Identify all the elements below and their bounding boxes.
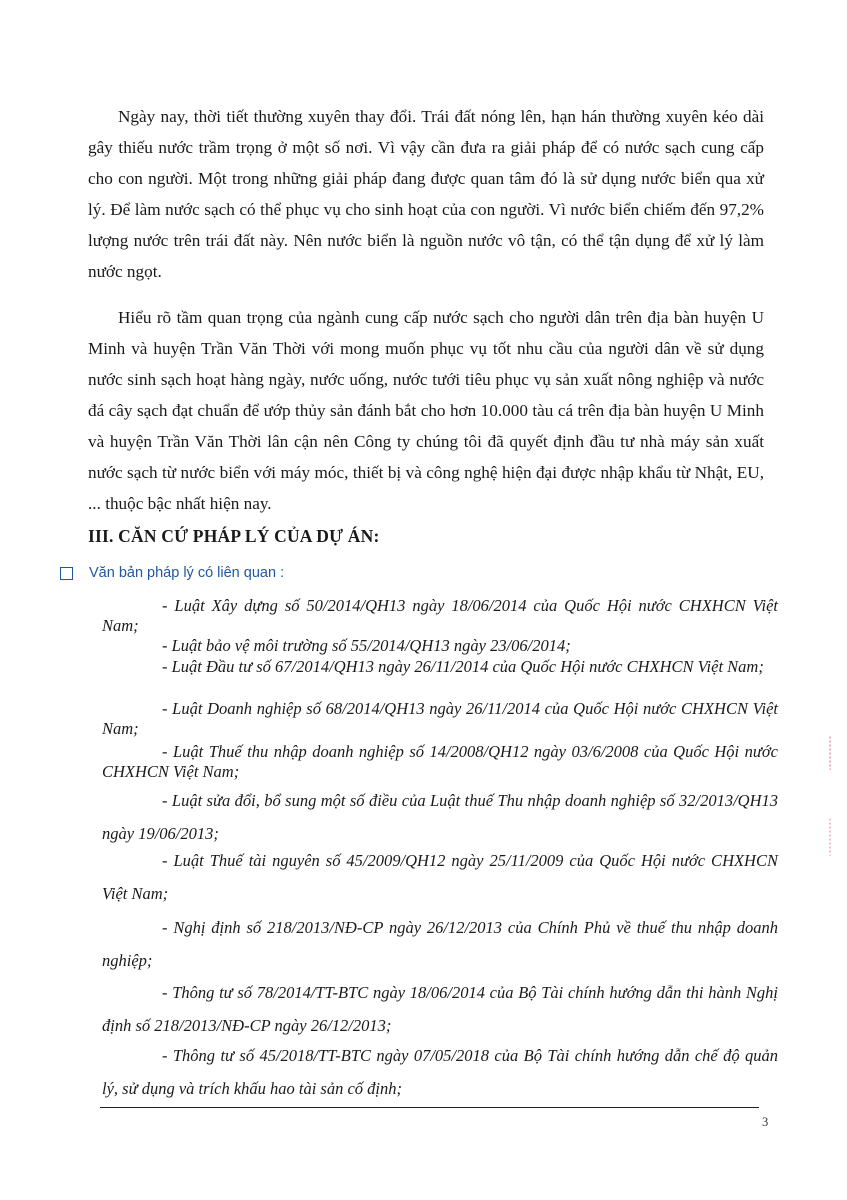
- stamp-edge-mark: [829, 818, 847, 856]
- intro-paragraph-2: Hiểu rõ tầm quan trọng của ngành cung cấp nước sạch cho người dân trên địa bàn huyện U Minh và huyện Trần Văn Thời với mong muốn phục vụ tốt nhu cầu của người dân về sử dụng nước sinh sạch hoạt hàng ngày, nước uống, nước tưới tiêu phục vụ sản xuất nông nghiệp và nước đá cây sạch đạt chuẩn để ướp thủy sản đánh bắt cho hơn 10.000 tàu cá trên địa bàn huyện U Minh và huyện Trần Văn Thời lân cận nên Công ty chúng tôi đã quyết định đầu tư nhà máy sản xuất nước sạch từ nước biển với máy móc, thiết bị và công nghệ hiện đại được nhập khẩu từ Nhật, EU, ... thuộc bậc nhất hiện nay.: [88, 308, 764, 513]
- stamp-edge-mark: [829, 736, 847, 770]
- legal-docs-label-row: [60, 565, 284, 581]
- law-item-circular-78: - Thông tư số 78/2014/TT-BTC ngày 18/06/2014 của Bộ Tài chính hướng dẫn thi hành Nghị định số 218/2013/NĐ-CP ngày 26/12/2013;: [102, 983, 778, 1035]
- law-item-decree-218: - Nghị định số 218/2013/NĐ-CP ngày 26/12/2013 của Chính Phủ về thuế thu nhập doanh nghiệp;: [102, 918, 778, 970]
- law-item-tax-amendment: - Luật sửa đổi, bổ sung một số điều của Luật thuế Thu nhập doanh nghiệp số 32/2013/QH13 ngày 19/06/2013;: [102, 791, 778, 843]
- law-item-construction: - Luật Xây dựng số 50/2014/QH13 ngày 18/06/2014 của Quốc Hội nước CHXHCN Việt Nam;: [102, 596, 778, 635]
- checkbox-icon: [60, 567, 73, 580]
- intro-paragraph-1: Ngày nay, thời tiết thường xuyên thay đổi. Trái đất nóng lên, hạn hán thường xuyên kéo dài gây thiếu nước trầm trọng ở một số nơi. Vì vậy cần đưa ra giải pháp để có nước sạch cung cấp cho con người. Một trong những giải pháp đang được quan tâm đó là sử dụng nước biển qua xử lý. Để làm nước sạch có thể phục vụ cho sinh hoạt của con người. Vì nước biển chiếm đến 97,2% lượng nước trên trái đất này. Nên nước biển là nguồn nước vô tận, có thể tận dụng để xử lý làm nước ngọt.: [88, 107, 764, 281]
- law-item-circular-45: - Thông tư số 45/2018/TT-BTC ngày 07/05/2018 của Bộ Tài chính hướng dẫn chế độ quản lý, sử dụng và trích khấu hao tài sản cố định;: [102, 1046, 778, 1098]
- law-item-investment: - Luật Đầu tư số 67/2014/QH13 ngày 26/11/2014 của Quốc Hội nước CHXHCN Việt Nam;: [162, 657, 764, 676]
- law-item-enterprise: - Luật Doanh nghiệp số 68/2014/QH13 ngày 26/11/2014 của Quốc Hội nước CHXHCN Việt Nam;: [102, 699, 778, 738]
- legal-docs-label: Văn bản pháp lý có liên quan :: [89, 565, 285, 581]
- section-heading: III. CĂN CỨ PHÁP LÝ CỦA DỰ ÁN:: [88, 526, 380, 546]
- footer-divider: [100, 1107, 759, 1108]
- law-item-resource-tax: - Luật Thuế tài nguyên số 45/2009/QH12 ngày 25/11/2009 của Quốc Hội nước CHXHCN Việt Nam;: [102, 851, 778, 903]
- law-item-environment: - Luật bảo vệ môi trường số 55/2014/QH13 ngày 23/06/2014;: [162, 636, 571, 655]
- page-number: 3: [762, 1115, 769, 1129]
- law-item-corporate-tax: - Luật Thuế thu nhập doanh nghiệp số 14/2008/QH12 ngày 03/6/2008 của Quốc Hội nước CHXHCN Việt Nam;: [102, 742, 778, 781]
